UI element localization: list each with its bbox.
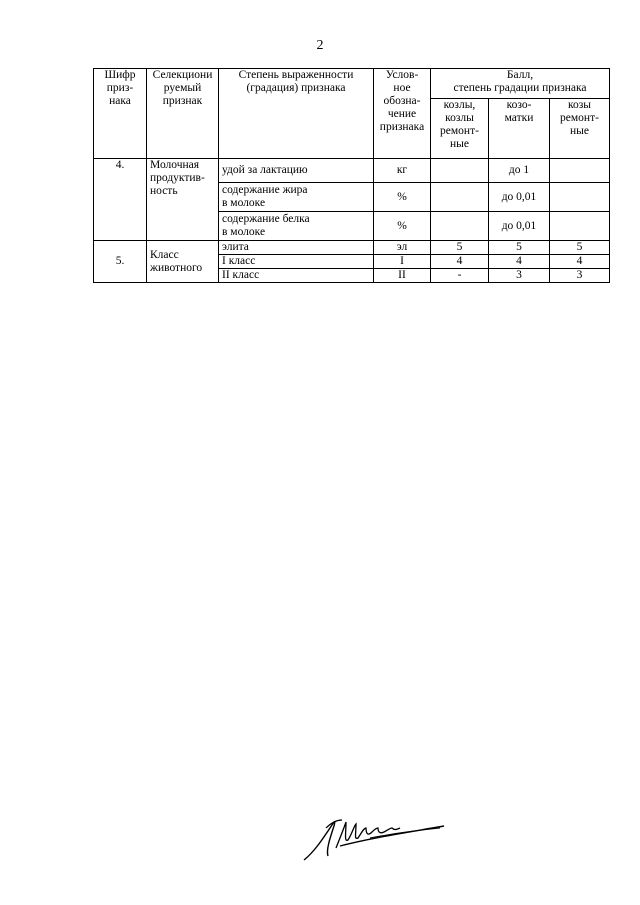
degree-cell: удой за лактацию	[219, 159, 374, 183]
symbol-cell: %	[374, 183, 431, 212]
symbol-cell: кг	[374, 159, 431, 183]
handwritten-signature	[300, 808, 450, 868]
degree-cell: содержание белка в молоке	[219, 212, 374, 241]
score-cell	[431, 183, 489, 212]
score-cell: до 0,01	[489, 183, 550, 212]
header-symbol: Услов- ное обозна- чение признака	[374, 69, 431, 159]
score-cell: 5	[489, 241, 550, 255]
group-code-4: 4.	[94, 159, 147, 241]
header-degree: Степень выраженности (градация) признака	[219, 69, 374, 159]
score-cell: 5	[431, 241, 489, 255]
selection-traits-table	[93, 68, 610, 283]
header-score-young-does: козы ремонт- ные	[550, 99, 610, 159]
score-cell	[550, 212, 610, 241]
symbol-cell: II	[374, 269, 431, 283]
group-trait-4: Молочная продуктив- ность	[147, 159, 219, 241]
score-cell: 4	[489, 255, 550, 269]
degree-cell: элита	[219, 241, 374, 255]
header-code: Шифр приз- нака	[94, 69, 147, 159]
score-cell: 4	[550, 255, 610, 269]
page-number: 2	[316, 38, 324, 53]
header-trait: Селекциони руемый признак	[147, 69, 219, 159]
score-cell: 3	[550, 269, 610, 283]
degree-cell: II класс	[219, 269, 374, 283]
score-cell	[431, 212, 489, 241]
score-cell: до 1	[489, 159, 550, 183]
header-score-bucks: козлы, козлы ремонт- ные	[431, 99, 489, 159]
score-cell: -	[431, 269, 489, 283]
symbol-cell: эл	[374, 241, 431, 255]
symbol-cell: %	[374, 212, 431, 241]
group-trait-5: Класс животного	[147, 241, 219, 283]
group-code-5: 5.	[94, 241, 147, 283]
degree-cell: I класс	[219, 255, 374, 269]
symbol-cell: I	[374, 255, 431, 269]
score-cell	[550, 183, 610, 212]
score-cell	[550, 159, 610, 183]
score-cell: до 0,01	[489, 212, 550, 241]
score-cell: 3	[489, 269, 550, 283]
score-cell: 4	[431, 255, 489, 269]
header-score-does: козо- матки	[489, 99, 550, 159]
degree-cell: содержание жира в молоке	[219, 183, 374, 212]
score-cell	[431, 159, 489, 183]
header-score-group: Балл, степень градации признака	[431, 69, 610, 99]
score-cell: 5	[550, 241, 610, 255]
